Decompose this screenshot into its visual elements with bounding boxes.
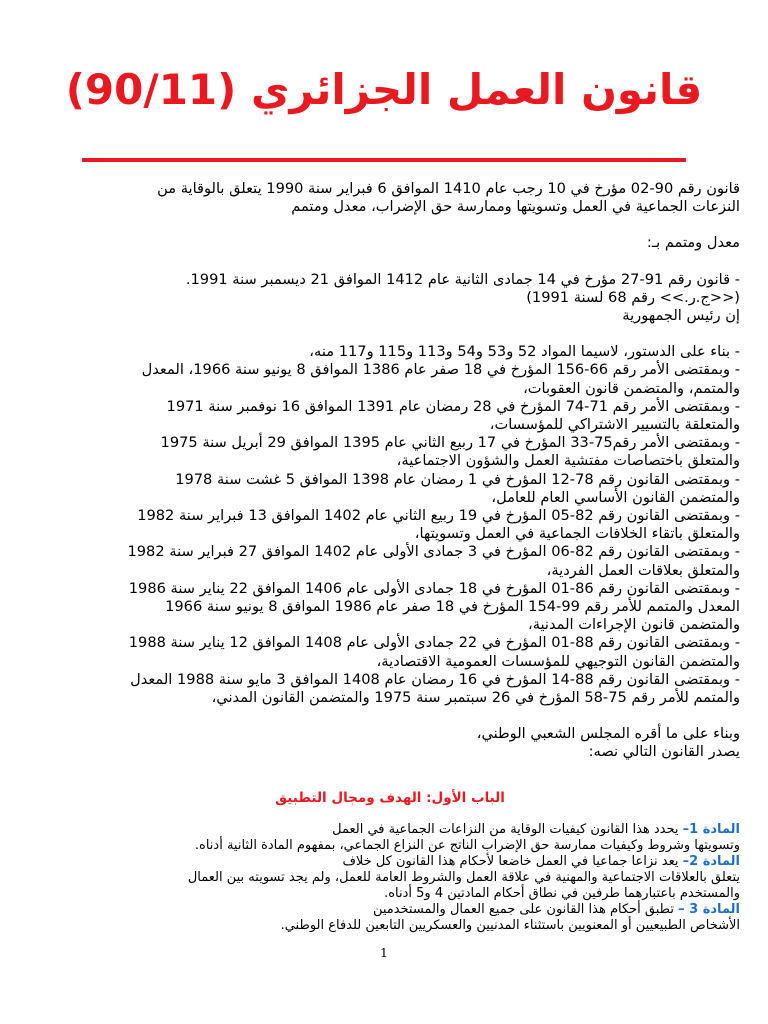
article-2-continuation: والمستخدم باعتبارهما طرفين في نطاق أحكام المادتين 4 و5 أدناه. [384,886,740,901]
article-1-text: يحدد هذا القانون كيفيات الوقاية من النزاعات الجماعية في العمل [332,822,683,837]
chapter-title: الباب الأول: الهدف ومجال التطبيق [275,790,505,806]
article-3-text: تطبق أحكام هذا القانون على جميع العمال والمستخدمين [372,902,679,917]
article-1 [40,822,740,838]
intro-line: النزعات الجماعية في العمل وتسويتها وممارسة حق الإضراب، معدل ومتمم [291,198,740,216]
amendment-line: - قانون رقم 91-27 مؤرخ في 14 جمادى الثانية عام 1412 الموافق 21 ديسمبر سنة 1991. [185,270,740,288]
intro-line: قانون رقم 90-02 مؤرخ في 10 رجب عام 1410 الموافق 6 فبراير سنة 1990 يتعلق بالوقاية من [157,180,740,197]
assembly-line: وبناء على ما أقره المجلس الشعبي الوطني، [476,725,740,743]
reference-line: والمتمم، والمتضمن قانون العقوبات، [523,379,740,397]
page-number: 1 [380,946,388,960]
article-3 [40,902,740,918]
document-body [40,180,740,762]
reference-line: والمتعلق باختصاصات مفتشية العمل والشؤون الاجتماعية، [396,452,740,470]
reference-line: - وبمقتضى القانون رقم 88-01 المؤرخ في 22 جمادى الأولى عام 1408 الموافق 12 يناير سنة 1988 [128,634,740,652]
article-3-continuation: الأشخاص الطبيعيين أو المعنويين باستثناء المدنيين والعسكريين التابعين للدفاع الوطني. [280,918,740,933]
articles-section [40,822,740,934]
reference-line: - وبمقتضى القانون رقم 86-01 المؤرخ في 18 جمادى الأولى عام 1406 الموافق 22 يناير سنة 1986 [128,579,740,597]
assembly-line: يصدر القانون التالي نصه: [588,743,740,761]
amendment-line: إن رئيس الجمهورية [622,307,740,325]
reference-line: - وبمقتضى الأمر رقم 66-156 المؤرخ في 18 صفر عام 1386 الموافق 8 يونيو سنة 1966، المعدل [141,361,740,379]
reference-line: المعدل والمتمم للأمر رقم 99-154 المؤرخ في 18 صفر عام 1986 الموافق 8 يونيو سنة 1966 [165,598,740,616]
reference-line: والمتضمن القانون الأساسي العام للعامل، [491,488,740,506]
title-underline [82,158,686,162]
article-3-label: المادة 3 – [678,902,740,917]
article-1-continuation: وتسويتها وشروط وكيفيات ممارسة حق الإضراب الناتج عن النزاع الجماعي، بمفهوم المادة الثانية أدناه. [194,838,740,853]
reference-line: والمتضمن القانون التوجيهي للمؤسسات العمومية الاقتصادية، [376,652,740,670]
reference-line: - وبمقتضى الأمر رقم75-33 المؤرخ في 17 ربيع الثاني عام 1395 الموافق 29 أبريل سنة 1975 [160,434,740,452]
reference-line: والمتضمن قانون الإجراءات المدنية، [527,616,740,634]
reference-line: - وبمقتضى القانون رقم 78-12 المؤرخ في 1 رمضان عام 1398 الموافق 5 غشت سنة 1978 [175,470,740,488]
reference-line: والمتعلقة بالتسيير الاشتراكي للمؤسسات، [489,416,740,434]
reference-line: والمتمم للأمر رقم 75-58 المؤرخ في 26 سبتمبر سنة 1975 والمتضمن القانون المدني، [211,689,740,707]
article-2 [40,854,740,870]
reference-line: والمتعلق باتقاء الخلافات الجماعية في العمل وتسويتها، [414,525,740,543]
reference-line: - بناء على الدستور، لاسيما المواد 52 و53 و54 و113 و115 و117 منه، [309,343,740,361]
reference-line: - وبمقتضى القانون رقم 88-14 المؤرخ في 16 رمضان عام 1408 الموافق 3 مايو سنة 1988 المعدل [130,670,740,688]
amended-by-label: معدل ومتمم بـ: [646,234,740,252]
article-2-text: يعد نزاعا جماعيا في العمل خاضعا لأحكام هذا القانون كل خلاف [342,854,683,869]
article-2-continuation: يتعلق بالعلاقات الاجتماعية والمهنية في علاقة العمل والشروط العامة للعمل، ولم يجد تسويته بين العمال [187,870,740,885]
document-title: قانون العمل الجزائري (90/11) [65,65,703,114]
amendment-line: (<<ج.ر.>> رقم 68 لسنة 1991) [526,288,740,306]
reference-line: - وبمقتضى القانون رقم 82-06 المؤرخ في 3 جمادى الأولى عام 1402 الموافق 27 فبراير سنة 1982 [127,543,740,561]
reference-line: - وبمقتضى الأمر رقم 71-74 المؤرخ في 28 رمضان عام 1391 الموافق 16 نوفمبر سنة 1971 [166,397,740,415]
article-2-label: المادة 2– [682,854,740,869]
reference-line: والمتعلق بعلاقات العمل الفردية، [546,561,740,579]
reference-line: - وبمقتضى القانون رقم 82-05 المؤرخ في 19 ربيع الثاني عام 1402 الموافق 13 فبراير سنة 1982 [137,507,740,525]
article-1-label: المادة 1– [682,822,740,837]
